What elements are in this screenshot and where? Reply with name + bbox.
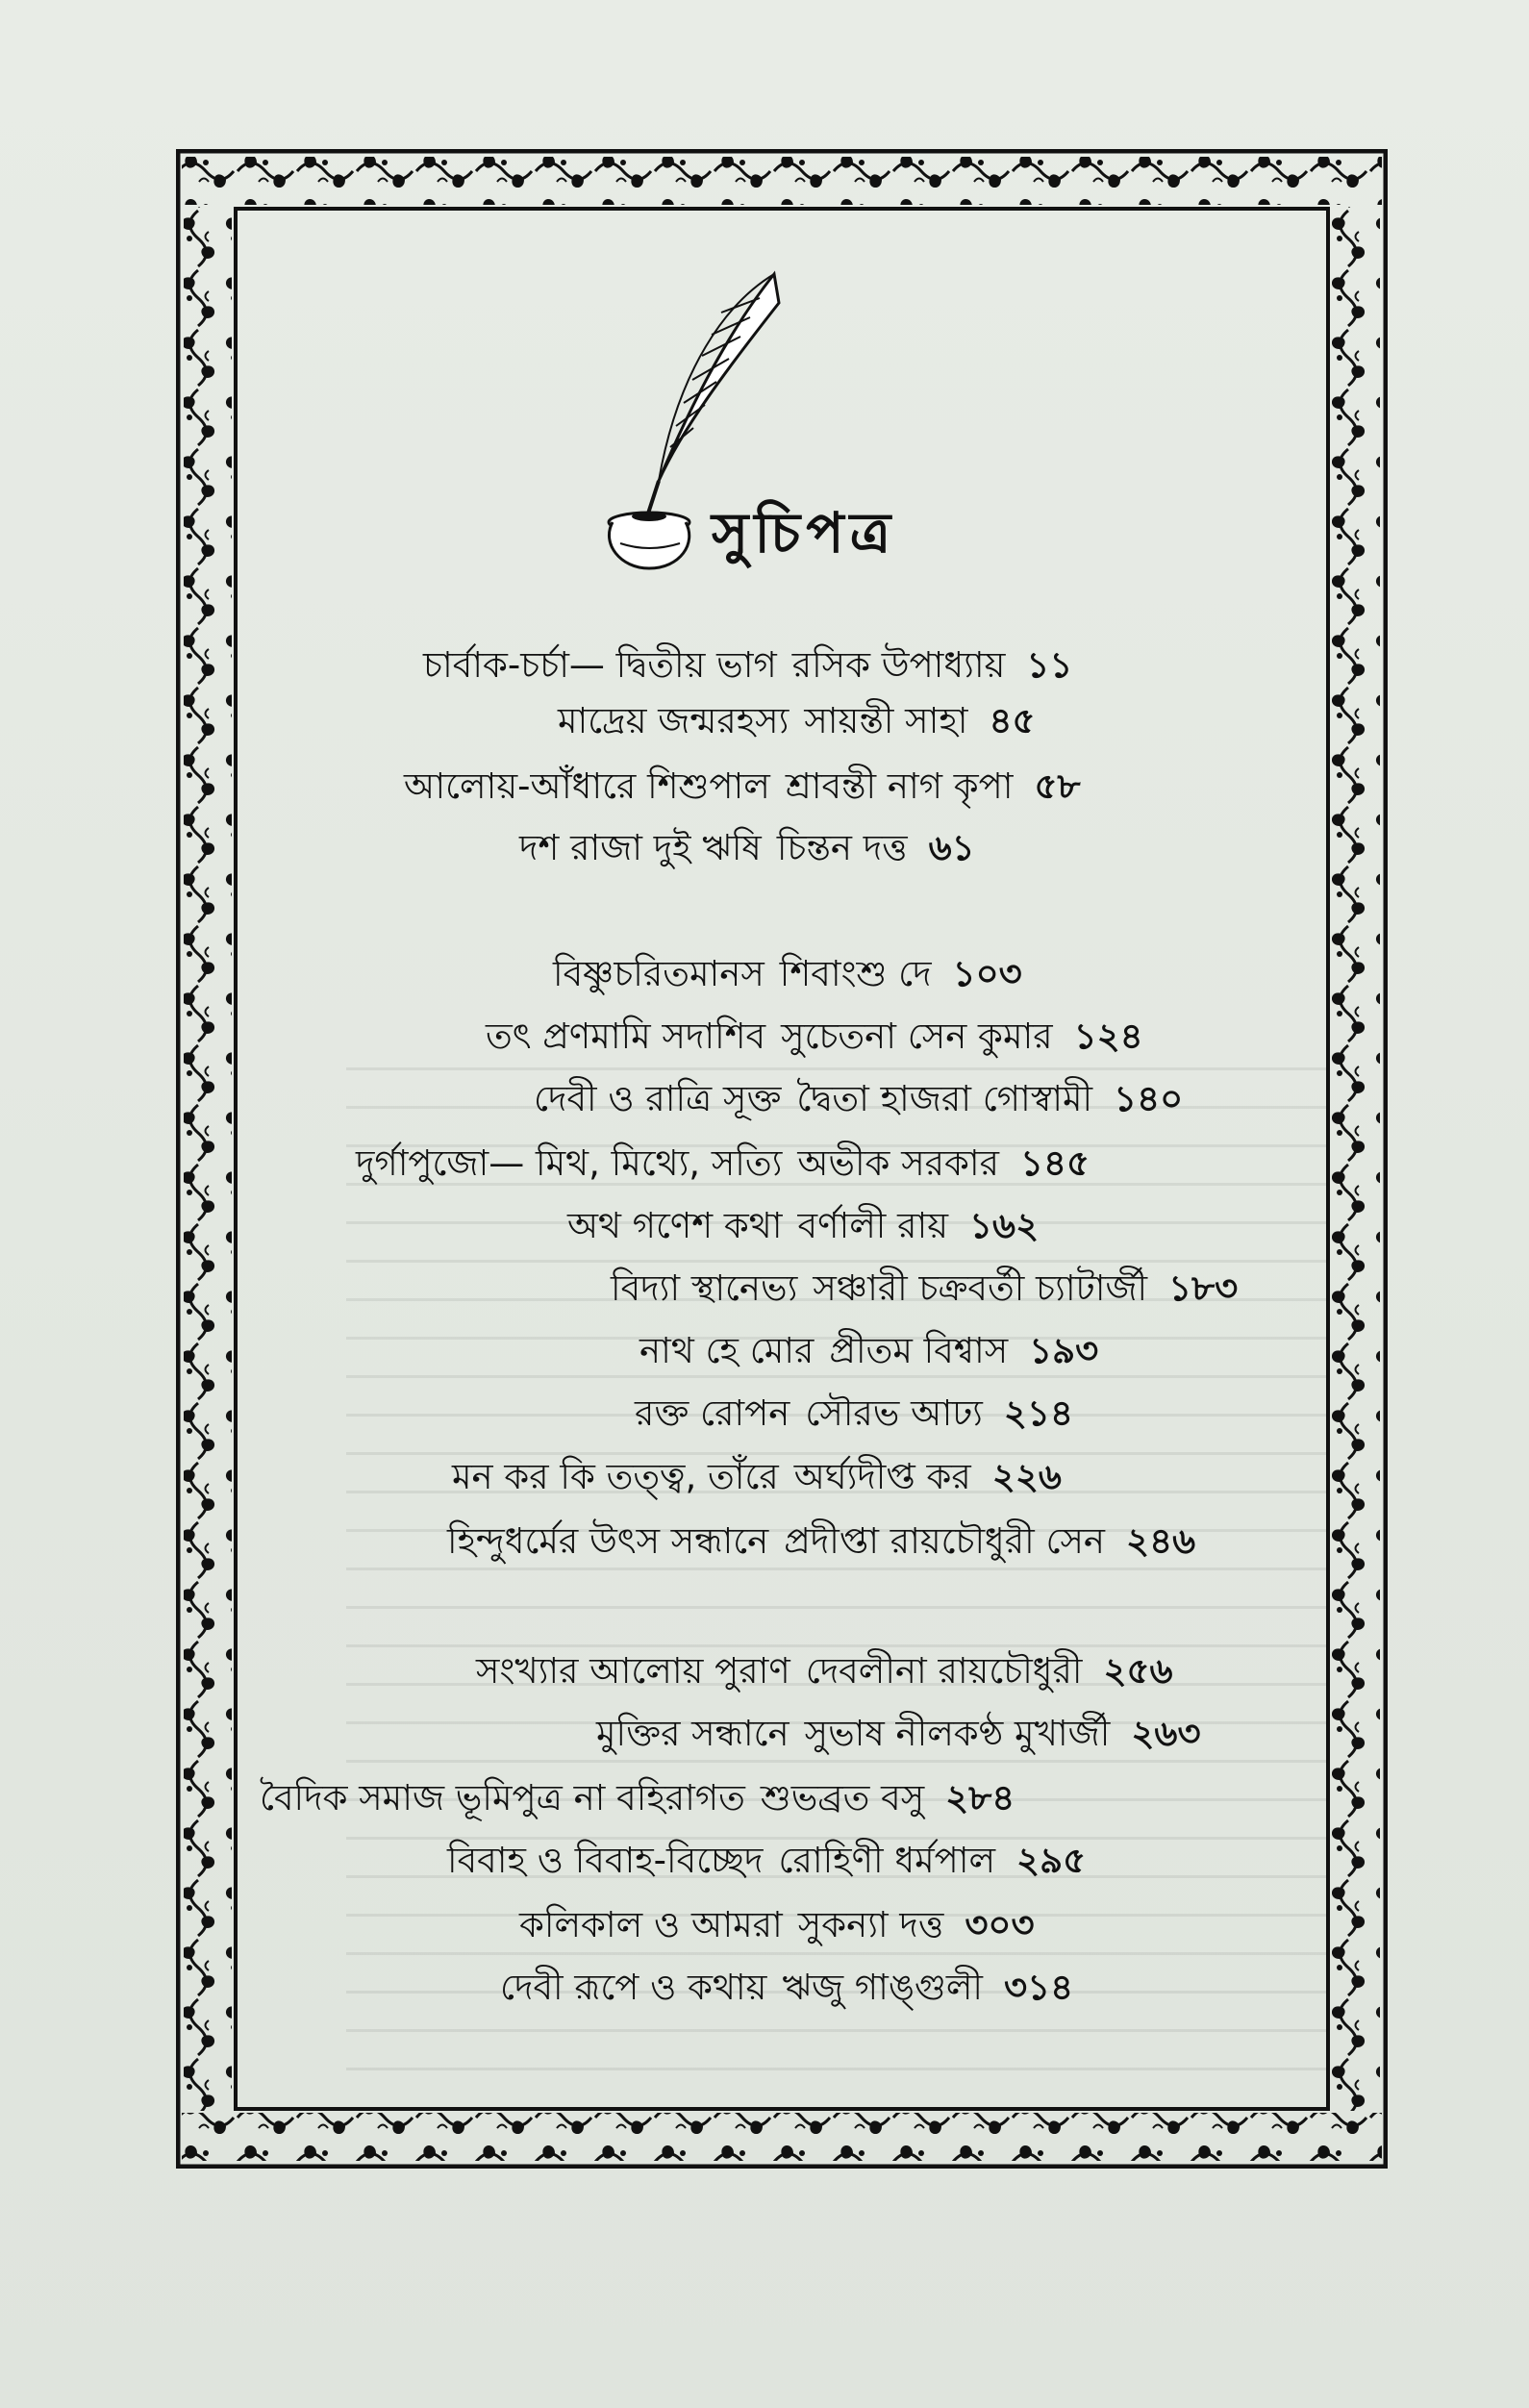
toc-entry-title: দশ রাজা দুই ঋষি (519, 827, 762, 868)
toc-entry-title: বৈদিক সমাজ ভূমিপুত্র না বহিরাগত (260, 1777, 745, 1819)
toc-entry (356, 1135, 1090, 1192)
toc-entry-author: দেবলীনা রায়চৌধুরী (805, 1650, 1083, 1692)
toc-entry (486, 1008, 1143, 1066)
toc-entry-page: ৩১৪ (1004, 1967, 1074, 2008)
toc-entry-page: ১৪০ (1114, 1078, 1184, 1119)
toc-entry-author: রসিক উপাধ্যায় (791, 644, 1006, 686)
toc-entry-page: ২৮৪ (945, 1777, 1015, 1819)
toc-entry-title: দুর্গাপুজো— মিথ, মিথ্যে, সত্যি (356, 1142, 783, 1184)
page-title: সুচিপত্র (712, 500, 897, 565)
toc-entry-page: ৪৫ (989, 700, 1036, 741)
toc-entry-page: ১৯৩ (1029, 1330, 1099, 1371)
toc-entry-page: ২২৬ (991, 1456, 1062, 1497)
toc-entry-title: আলোয়-আঁধারে শিশুপাল (404, 765, 770, 807)
toc-entry-title: মাদ্রেয় জন্মরহস্য (558, 700, 790, 741)
toc-entry-author: সঞ্চারী চক্রবর্তী চ্যাটার্জী (813, 1267, 1148, 1309)
toc-entry-page: ১০৩ (952, 953, 1022, 994)
toc-entry (558, 692, 1036, 750)
toc-entry-author: চিন্তন দত্ত (776, 827, 908, 868)
toc-entry-title: মুক্তির সন্ধানে (596, 1713, 790, 1754)
toc-entry (596, 1705, 1201, 1763)
toc-entry-page: ২১৪ (1003, 1392, 1073, 1434)
toc-entry-title: দেবী ও রাত্রি সূক্ত (534, 1078, 782, 1119)
toc-entry-page: ২৬৩ (1131, 1713, 1201, 1754)
toc-entry-page: ৬১ (928, 827, 975, 868)
toc-entry-page: ১৪৫ (1019, 1142, 1090, 1184)
toc-entry (567, 1197, 1039, 1255)
toc-entry-title: নাথ হে মোর (639, 1330, 815, 1371)
toc-entry-title: বিদ্যা স্থানেভ্য (611, 1267, 798, 1309)
toc-entry-page: ৫৮ (1034, 765, 1081, 807)
toc-entry (519, 1896, 1035, 1954)
toc-entry (635, 1385, 1073, 1442)
toc-entry-title: সংখ্যার আলোয় পুরাণ (476, 1650, 790, 1692)
toc-entry-author: সায়ন্তী সাহা (804, 700, 968, 741)
toc-entry (553, 945, 1022, 1003)
toc-entry-author: ঋজু গাঙ্গুলী (782, 1967, 984, 2008)
toc-entry-title: বিবাহ ও বিবাহ-বিচ্ছেদ (447, 1840, 764, 1881)
toc-entry-author: বর্ণালী রায় (797, 1205, 948, 1246)
toc-entry (519, 819, 975, 877)
toc-entry-author: প্রদীপ্তা রায়চৌধুরী সেন (784, 1520, 1106, 1562)
toc-entry (447, 1513, 1195, 1570)
toc-entry (534, 1070, 1183, 1128)
toc-entry (260, 1769, 1015, 1827)
toc-entry-author: শিবাংশু দে (779, 953, 932, 994)
toc-entry-page: ২৪৬ (1126, 1520, 1196, 1562)
toc-entry-author: প্রীতম বিশ্বাস (829, 1330, 1009, 1371)
toc-entry-page: ১৮৩ (1168, 1267, 1239, 1309)
toc-entry (404, 758, 1080, 815)
toc-entry-author: সুভাষ নীলকণ্ঠ মুখার্জী (804, 1713, 1111, 1754)
toc-entry-title: কলিকাল ও আমরা (519, 1904, 783, 1945)
toc-entry-title: রক্ত রোপন (635, 1392, 790, 1434)
toc-entry (476, 1643, 1173, 1700)
toc-entry-title: মন কর কি তত্ত্ব, তাঁরে (452, 1456, 779, 1497)
toc-entry-author: সুচেতনা সেন কুমার (781, 1016, 1053, 1057)
toc-entry-page: ১৬২ (969, 1205, 1040, 1246)
toc-entry-page: ২৯৫ (1016, 1840, 1087, 1881)
toc-entry (611, 1260, 1238, 1317)
toc-entry-page: ২৫৬ (1103, 1650, 1173, 1692)
toc-entry-title: অথ গণেশ কথা (567, 1205, 783, 1246)
toc-entry-author: শুভব্রত বসু (760, 1777, 925, 1819)
toc-entry-author: শ্রাবন্তী নাগ কৃপা (785, 765, 1014, 807)
toc-entry-page: ১১ (1026, 644, 1073, 686)
toc-entry-author: সৌরভ আঢ্য (805, 1392, 983, 1434)
toc-entry-title: বিষ্ণুচরিতমানস (553, 953, 764, 994)
toc-entry-author: রোহিণী ধর্মপাল (778, 1840, 996, 1881)
toc-entry-title: চার্বাক-চর্চা— দ্বিতীয় ভাগ (423, 644, 777, 686)
toc-entry-author: অর্ঘ্যদীপ্ত কর (793, 1456, 971, 1497)
toc-entry (452, 1448, 1062, 1506)
toc-entry-title: হিন্দুধর্মের উৎস সন্ধানে (447, 1520, 769, 1562)
toc-entry-author: দ্বৈতা হাজরা গোস্বামী (796, 1078, 1093, 1119)
toc-entry-page: ১২৪ (1073, 1016, 1143, 1057)
toc-entry-page: ৩০৩ (965, 1904, 1035, 1945)
toc-entry-title: তৎ প্রণমামি সদাশিব (486, 1016, 766, 1057)
toc-entry (423, 637, 1072, 694)
toc-entry-author: অভীক সরকার (797, 1142, 999, 1184)
toc-entry-author: সুকন্যা দত্ত (797, 1904, 944, 1945)
toc-entry (500, 1959, 1073, 2017)
toc-entry (639, 1322, 1098, 1380)
toc-entry-title: দেবী রূপে ও কথায় (500, 1967, 767, 2008)
toc-entry (447, 1832, 1086, 1890)
